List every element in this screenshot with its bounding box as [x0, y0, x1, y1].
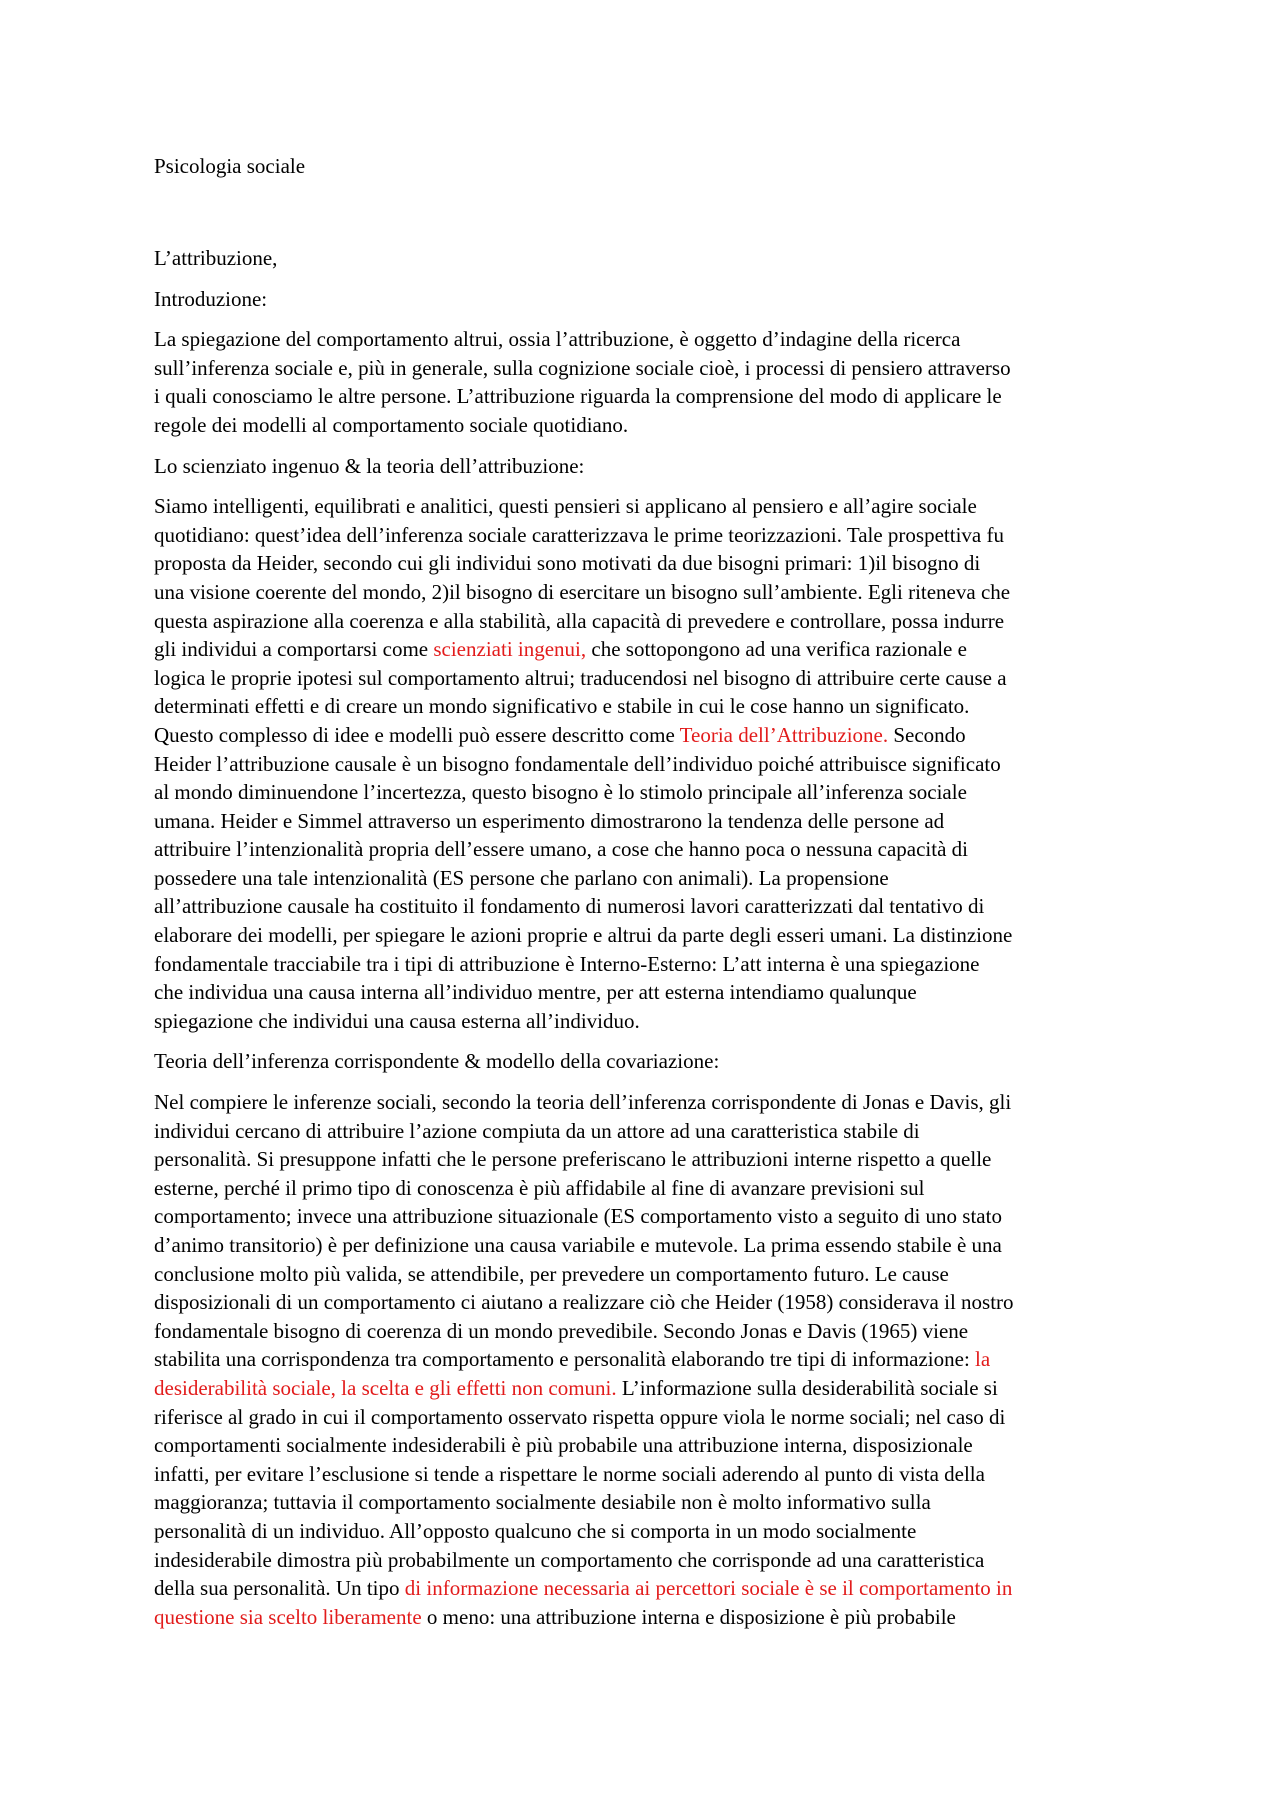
document-body [154, 244, 1132, 1643]
text-run: che individua una causa interna all’individuo mentre, per att esterna intendiamo qualunque [154, 980, 917, 1005]
text-run: possedere una tale intenzionalità (ES persone che parlano con animali). La propensione [154, 865, 889, 890]
text-line [154, 1202, 1132, 1231]
text-line [154, 411, 1132, 440]
text-run: umana. Heider e Simmel attraverso un esperimento dimostrarono la tendenza delle persone ad [154, 808, 945, 833]
text-run: fondamentale tracciabile tra i tipi di attribuzione è Interno-Esterno: L’att interna è una spiegazione [154, 951, 980, 976]
text-line [154, 664, 1132, 693]
text-line [154, 978, 1132, 1007]
text-line [154, 521, 1132, 550]
heading-text: Lo scienziato ingenuo & la teoria dell’attribuzione: [154, 453, 585, 478]
text-line [154, 921, 1132, 950]
text-line [154, 549, 1132, 578]
text-line [154, 1117, 1132, 1146]
text-line [154, 950, 1132, 979]
section-heading [154, 1047, 1132, 1076]
text-run: elaborare dei modelli, per spiegare le azioni proprie e altrui da parte degli esseri umani. La distinzione [154, 923, 1013, 948]
text-line [154, 492, 1132, 521]
text-run: regole dei modelli al comportamento sociale quotidiano. [154, 412, 629, 437]
text-run: esterne, perché il primo tipo di conoscenza è più affidabile al fine di avanzare previsioni sul [154, 1175, 925, 1200]
section-heading [154, 285, 1132, 314]
text-run: fondamentale bisogno di coerenza di un mondo prevedibile. Secondo Jonas e Davis (1965) viene [154, 1318, 969, 1343]
text-line [154, 382, 1132, 411]
heading-text: Introduzione: [154, 286, 268, 311]
text-line [154, 635, 1132, 664]
section-heading [154, 244, 1132, 273]
document-title: Psicologia sociale [154, 154, 306, 178]
text-run: comportamenti socialmente indesiderabili è più probabile una attribuzione interna, disposizionale [154, 1433, 973, 1458]
text-line [154, 1603, 1132, 1632]
text-line [154, 1145, 1132, 1174]
section-heading [154, 452, 1132, 481]
text-run: logica le proprie ipotesi sul comportamento altrui; traducendosi nel bisogno di attribuire certe cause a [154, 665, 1007, 690]
paragraph [154, 325, 1132, 439]
text-run: proposta da Heider, secondo cui gli individui sono motivati da due bisogni primari: 1)il bisogno di [154, 551, 981, 576]
text-run: che sottopongono ad una verifica razionale e [586, 637, 967, 662]
text-line [154, 1574, 1132, 1603]
text-run: della sua personalità. Un tipo [154, 1576, 405, 1601]
text-run: individui cercano di attribuire l’azione compiuta da un attore ad una caratteristica stabile di [154, 1118, 920, 1143]
text-line [154, 1517, 1132, 1546]
text-line [154, 1488, 1132, 1517]
text-run: i quali conosciamo le altre persone. L’attribuzione riguarda la comprensione del modo di applicare le [154, 384, 1002, 409]
text-run: attribuire l’intenzionalità propria dell’essere umano, a cose che hanno poca o nessuna capacità di [154, 837, 968, 862]
text-run: Siamo intelligenti, equilibrati e analitici, questi pensieri si applicano al pensiero e all’agire sociale [154, 494, 977, 519]
text-run: stabilita una corrispondenza tra comportamento e personalità elaborando tre tipi di informazione: [154, 1347, 976, 1372]
highlighted-text: desiderabilità sociale, la scelta e gli effetti non comuni. [154, 1375, 617, 1400]
text-line [154, 864, 1132, 893]
text-line [154, 1374, 1132, 1403]
text-line [154, 1345, 1132, 1374]
highlighted-text: scienziati ingenui, [433, 637, 587, 662]
text-line [154, 1403, 1132, 1432]
text-line [154, 807, 1132, 836]
text-run: infatti, per evitare l’esclusione si tende a rispettare le norme sociali aderendo al punto di vista della [154, 1461, 985, 1486]
text-run: questa aspirazione alla coerenza e alla stabilità, alla capacità di prevedere e controllare, possa indurre [154, 608, 1005, 633]
text-run: al mondo diminuendone l’incertezza, questo bisogno è lo stimolo principale all’inferenza sociale [154, 780, 967, 805]
text-run: personalità. Si presuppone infatti che le persone preferiscano le attribuzioni interne rispetto a quelle [154, 1147, 992, 1172]
highlighted-text: di informazione necessaria ai percettori sociale è se il comportamento in [404, 1576, 1013, 1601]
text-run: Heider l’attribuzione causale è un bisogno fondamentale dell’individuo poiché attribuisce significato [154, 751, 1001, 776]
text-line [154, 1231, 1132, 1260]
heading-text: L’attribuzione, [154, 246, 278, 270]
text-run: indesiderabile dimostra più probabilmente un comportamento che corrisponde ad una caratteristica [154, 1547, 985, 1572]
text-line [154, 721, 1132, 750]
text-line [154, 835, 1132, 864]
text-run: maggioranza; tuttavia il comportamento socialmente desiabile non è molto informativo sulla [154, 1490, 931, 1515]
paragraph-text [154, 492, 1132, 1035]
text-line [154, 1260, 1132, 1289]
text-run: determinati effetti e di creare un mondo significativo e stabile in cui le cose hanno un significato. [154, 694, 970, 719]
text-run: L’informazione sulla desiderabilità sociale si [616, 1375, 998, 1400]
text-run: disposizionali di un comportamento ci aiutano a realizzare ciò che Heider (1958) considerava il nostro [154, 1290, 1014, 1315]
text-run: riferisce al grado in cui il comportamento osservato rispetta oppure viola le norme sociali; nel caso di [154, 1404, 1006, 1429]
text-line [154, 578, 1132, 607]
paragraph [154, 492, 1132, 1035]
text-line [154, 325, 1132, 354]
text-line [154, 1288, 1132, 1317]
text-line [154, 778, 1132, 807]
highlighted-text: Teoria dell’Attribuzione. [679, 722, 889, 747]
text-run: Questo complesso di idee e modelli può essere descritto come [154, 722, 680, 747]
text-run: o meno: una attribuzione interna e disposizione è più probabile [421, 1604, 956, 1629]
text-run: Secondo [888, 722, 966, 747]
text-run: comportamento; invece una attribuzione situazionale (ES comportamento visto a seguito di uno stato [154, 1204, 1002, 1229]
text-run: conclusione molto più valida, se attendibile, per prevedere un comportamento futuro. Le cause [154, 1261, 949, 1286]
text-run: spiegazione che individui una causa esterna all’individuo. [154, 1008, 640, 1033]
text-line [154, 1317, 1132, 1346]
text-run: La spiegazione del comportamento altrui, ossia l’attribuzione, è oggetto d’indagine della ricerca [154, 327, 961, 352]
highlighted-text: questione sia scelto liberamente [154, 1604, 422, 1629]
text-line [154, 1460, 1132, 1489]
text-run: gli individui a comportarsi come [154, 637, 434, 662]
text-line [154, 1546, 1132, 1575]
paragraph-text [154, 1088, 1132, 1631]
text-line [154, 692, 1132, 721]
text-line [154, 1088, 1132, 1117]
text-line [154, 1431, 1132, 1460]
text-line [154, 1174, 1132, 1203]
text-line [154, 750, 1132, 779]
highlighted-text: la [975, 1347, 991, 1372]
text-run: all’attribuzione causale ha costituito il fondamento di numerosi lavori caratterizzati dal tentativo di [154, 894, 985, 919]
text-run: quotidiano: quest’idea dell’inferenza sociale caratterizzava le prime teorizzazioni. Tale prospettiva fu [154, 522, 1004, 547]
text-run: Nel compiere le inferenze sociali, secondo la teoria dell’inferenza corrispondente di Jonas e Davis, gli [154, 1090, 1012, 1115]
text-line [154, 354, 1132, 383]
text-line [154, 1007, 1132, 1036]
paragraph-text [154, 325, 1132, 439]
text-run: d’animo transitorio) è per definizione una causa variabile e mutevole. La prima essendo stabile è una [154, 1233, 1002, 1257]
heading-text: Teoria dell’inferenza corrispondente & modello della covariazione: [154, 1049, 720, 1074]
text-run: personalità di un individuo. All’opposto qualcuno che si comporta in un modo socialmente [154, 1518, 917, 1543]
text-run: una visione coerente del mondo, 2)il bisogno di esercitare un bisogno sull’ambiente. Egli riteneva che [154, 579, 1011, 604]
text-line [154, 607, 1132, 636]
text-line [154, 892, 1132, 921]
text-run: sull’inferenza sociale e, più in generale, sulla cognizione sociale cioè, i processi di pensiero attraverso [154, 355, 1011, 380]
paragraph [154, 1088, 1132, 1631]
